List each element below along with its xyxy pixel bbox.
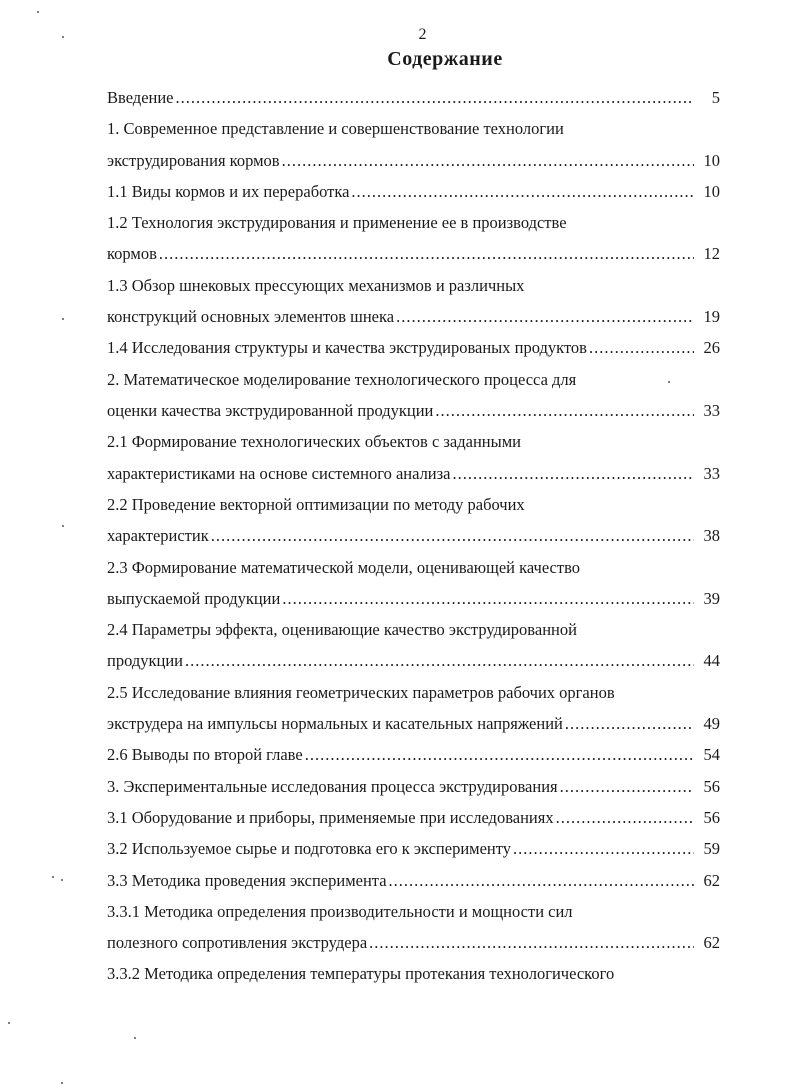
toc-page-number: 38 (703, 526, 720, 546)
scan-speck (61, 879, 63, 881)
toc-entry-title: 3.3.2 Методика определения температуры протекания технологического (107, 964, 615, 984)
toc-entry (107, 274, 720, 337)
dot-leader (211, 524, 694, 548)
dot-leader (556, 806, 694, 830)
page-title: Содержание (387, 48, 503, 70)
dot-leader (176, 86, 694, 110)
toc-entry (107, 556, 720, 619)
dot-leader (396, 305, 694, 329)
toc-entry-title: экструдера на импульсы нормальных и касательных напряжений (107, 713, 563, 733)
scan-speck (62, 318, 64, 320)
toc-entry-title: характеристиками на основе системного анализа (107, 463, 451, 483)
dot-leader (513, 837, 694, 861)
scan-speck (62, 525, 64, 527)
toc-entry-title: 3. Экспериментальные исследования процесса экструдирования (107, 776, 558, 796)
toc-entry-title: экструдирования кормов (107, 150, 280, 170)
toc-page-number: 39 (703, 588, 720, 608)
dot-leader (435, 399, 694, 423)
toc-page-number: 49 (703, 713, 720, 733)
toc-entry-title: полезного сопротивления экструдера (107, 933, 368, 953)
dot-leader (185, 649, 694, 673)
toc-entry-title: 1.2 Технология экструдирования и применение ее в производстве (107, 213, 567, 233)
toc-entry-title: 1.4 Исследования структуры и качества экструдированых продуктов (107, 338, 587, 358)
toc-entry (107, 117, 720, 180)
toc-page-number: 19 (703, 307, 720, 327)
dot-leader (589, 336, 694, 360)
page-number: 2 (418, 26, 427, 43)
toc-entry-title: 1.3 Обзор шнековых прессующих механизмов и различных (107, 275, 525, 295)
toc-entry (107, 837, 720, 868)
toc-entry-title: 2.1 Формирование технологических объектов с заданными (107, 432, 521, 452)
toc-page-number: 12 (703, 244, 720, 264)
toc-entry-title: выпускаемой продукции (107, 588, 281, 608)
toc-entry (107, 962, 720, 993)
toc-entry-title: оценки качества экструдированной продукции (107, 400, 434, 420)
toc-entry-title: кормов (107, 244, 157, 264)
toc-entry-title: 3.3.1 Методика определения производительности и мощности сил (107, 901, 573, 921)
dot-leader (282, 149, 694, 173)
toc-entry (107, 430, 720, 493)
toc-page-number: 54 (703, 745, 720, 765)
toc-entry-title: 1.1 Виды кормов и их переработка (107, 181, 350, 201)
toc-entry (107, 493, 720, 556)
toc-entry-title: 2.2 Проведение векторной оптимизации по методу рабочих (107, 494, 525, 514)
toc-entry-title: продукции (107, 651, 184, 671)
dot-leader (452, 462, 694, 486)
toc-entry-title: 3.1 Оборудование и приборы, применяемые при исследованиях (107, 807, 554, 827)
toc-page-number: 26 (703, 338, 720, 358)
toc-entry (107, 806, 720, 837)
toc-page-number: 10 (703, 150, 720, 170)
scan-speck (52, 876, 54, 878)
toc-entry (107, 86, 720, 117)
toc-entry-title: 2. Математическое моделирование технологического процесса для (107, 369, 577, 389)
toc-entry (107, 618, 720, 681)
toc-page-number: 62 (703, 933, 720, 953)
toc-entry-title: 2.4 Параметры эффекта, оценивающие качество экструдированной (107, 620, 577, 640)
toc-page-number: 56 (703, 776, 720, 796)
dot-leader (159, 242, 694, 266)
toc-entry (107, 681, 720, 744)
toc-entry-title: 1. Современное представление и совершенствование технологии (107, 119, 564, 139)
dot-leader (369, 931, 694, 955)
scan-speck (37, 11, 39, 13)
dot-leader (565, 712, 694, 736)
toc-entry (107, 900, 720, 963)
scan-speck (61, 1082, 63, 1084)
toc-page-number: 56 (703, 807, 720, 827)
toc-entry (107, 180, 720, 211)
scan-speck (134, 1037, 136, 1039)
toc-page-number: 33 (703, 400, 720, 420)
scan-speck (668, 381, 670, 383)
toc-entry (107, 743, 720, 774)
toc-entry (107, 336, 720, 367)
toc-page-number: 62 (703, 870, 720, 890)
toc-entry (107, 869, 720, 900)
scan-speck (62, 36, 64, 38)
toc-entry-title: 3.2 Используемое сырье и подготовка его к эксперименту (107, 839, 511, 859)
toc-entry (107, 211, 720, 274)
toc-entry-title: 3.3 Методика проведения эксперимента (107, 870, 387, 890)
toc-entry-title: 2.5 Исследование влияния геометрических параметров рабочих органов (107, 682, 615, 702)
toc-page-number: 33 (703, 463, 720, 483)
dot-leader (305, 743, 694, 767)
dot-leader (560, 775, 694, 799)
toc-entry-title: 2.3 Формирование математической модели, оценивающей качество (107, 557, 581, 577)
toc-page-number: 5 (711, 88, 720, 107)
dot-leader (282, 587, 694, 611)
toc-page-number: 10 (703, 181, 720, 201)
dot-leader (351, 180, 694, 204)
toc-entry-title: характеристик (107, 526, 209, 546)
scan-speck (8, 1022, 10, 1024)
toc-entry-title: Введение (107, 88, 174, 107)
toc-entry-title: 2.6 Выводы по второй главе (107, 745, 303, 765)
toc-page-number: 59 (703, 839, 720, 859)
dot-leader (389, 869, 694, 893)
toc-entry (107, 368, 720, 431)
toc-entry (107, 775, 720, 806)
toc-page-number: 44 (703, 651, 720, 671)
toc-entry-title: конструкций основных элементов шнека (107, 307, 395, 327)
